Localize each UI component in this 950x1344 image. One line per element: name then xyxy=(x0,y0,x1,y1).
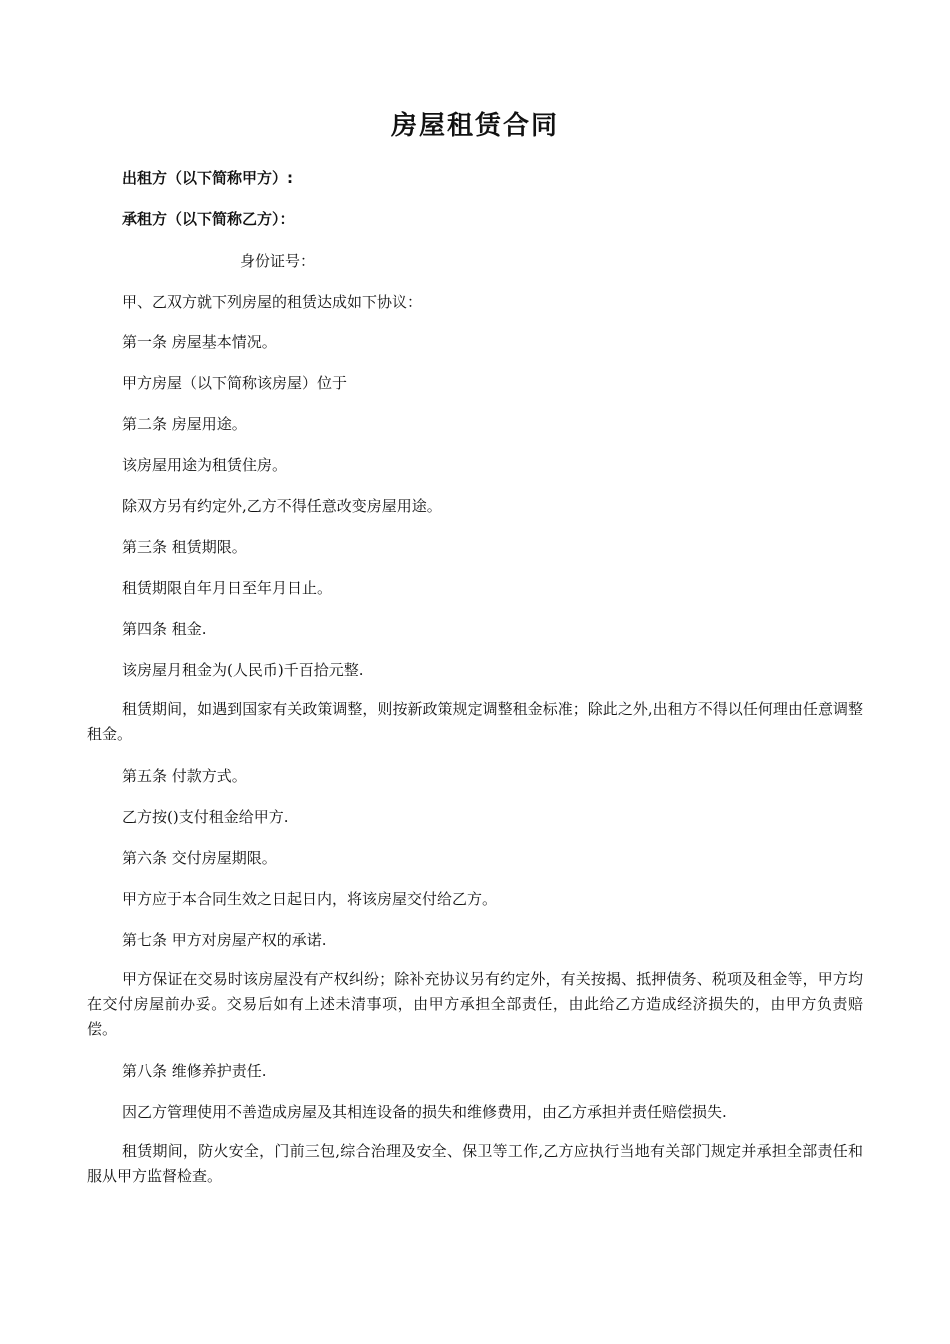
article-8-paragraph-1: 因乙方管理使用不善造成房屋及其相连设备的损失和维修费用，由乙方承担并责任赔偿损失. xyxy=(122,1103,727,1121)
article-8-paragraph-2: 租赁期间，防火安全，门前三包,综合治理及安全、保卫等工作,乙方应执行当地有关部门规定并承担全部责任和服从甲方监督检查。 xyxy=(87,1142,863,1185)
lessor-line: 出租方（以下简称甲方）: xyxy=(122,169,293,187)
article-2-title: 第二条 房屋用途。 xyxy=(122,415,247,433)
article-6-title: 第六条 交付房屋期限。 xyxy=(122,849,277,867)
intro-paragraph: 甲、乙双方就下列房屋的租赁达成如下协议： xyxy=(122,293,423,311)
id-number-line: 身份证号： xyxy=(240,252,316,270)
article-7-title: 第七条 甲方对房屋产权的承诺. xyxy=(122,931,327,949)
article-7-paragraph: 甲方保证在交易时该房屋没有产权纠纷；除补充协议另有约定外，有关按揭、抵押债务、税项及租金等，甲方均在交付房屋前办妥。交易后如有上述未清事项，由甲方承担全部责任，由此给乙方造成经济损失的，由甲方负责赔偿。 xyxy=(87,970,863,1038)
article-3-paragraph: 租赁期限自年月日至年月日止。 xyxy=(122,579,333,597)
document-title: 房屋租赁合同 xyxy=(390,111,559,141)
article-8-title: 第八条 维修养护责任. xyxy=(122,1062,267,1080)
article-5-title: 第五条 付款方式。 xyxy=(122,767,247,785)
article-1-title: 第一条 房屋基本情况。 xyxy=(122,333,277,351)
article-4-paragraph-1: 该房屋月租金为(人民币)千百拾元整. xyxy=(122,661,364,679)
article-5-paragraph: 乙方按()支付租金给甲方. xyxy=(122,808,289,826)
lessee-line: 承租方（以下简称乙方）： xyxy=(122,210,295,228)
article-4-paragraph-2: 租赁期间，如遇到国家有关政策调整，则按新政策规定调整租金标准；除此之外,出租方不得以任何理由任意调整租金。 xyxy=(87,700,863,743)
article-3-title: 第三条 租赁期限。 xyxy=(122,538,247,556)
article-6-paragraph: 甲方应于本合同生效之日起日内，将该房屋交付给乙方。 xyxy=(122,890,498,908)
article-2-paragraph-2: 除双方另有约定外,乙方不得任意改变房屋用途。 xyxy=(122,497,442,515)
article-4-title: 第四条 租金. xyxy=(122,620,207,638)
article-2-paragraph-1: 该房屋用途为租赁住房。 xyxy=(122,456,288,474)
article-1-paragraph: 甲方房屋（以下简称该房屋）位于 xyxy=(122,374,348,392)
